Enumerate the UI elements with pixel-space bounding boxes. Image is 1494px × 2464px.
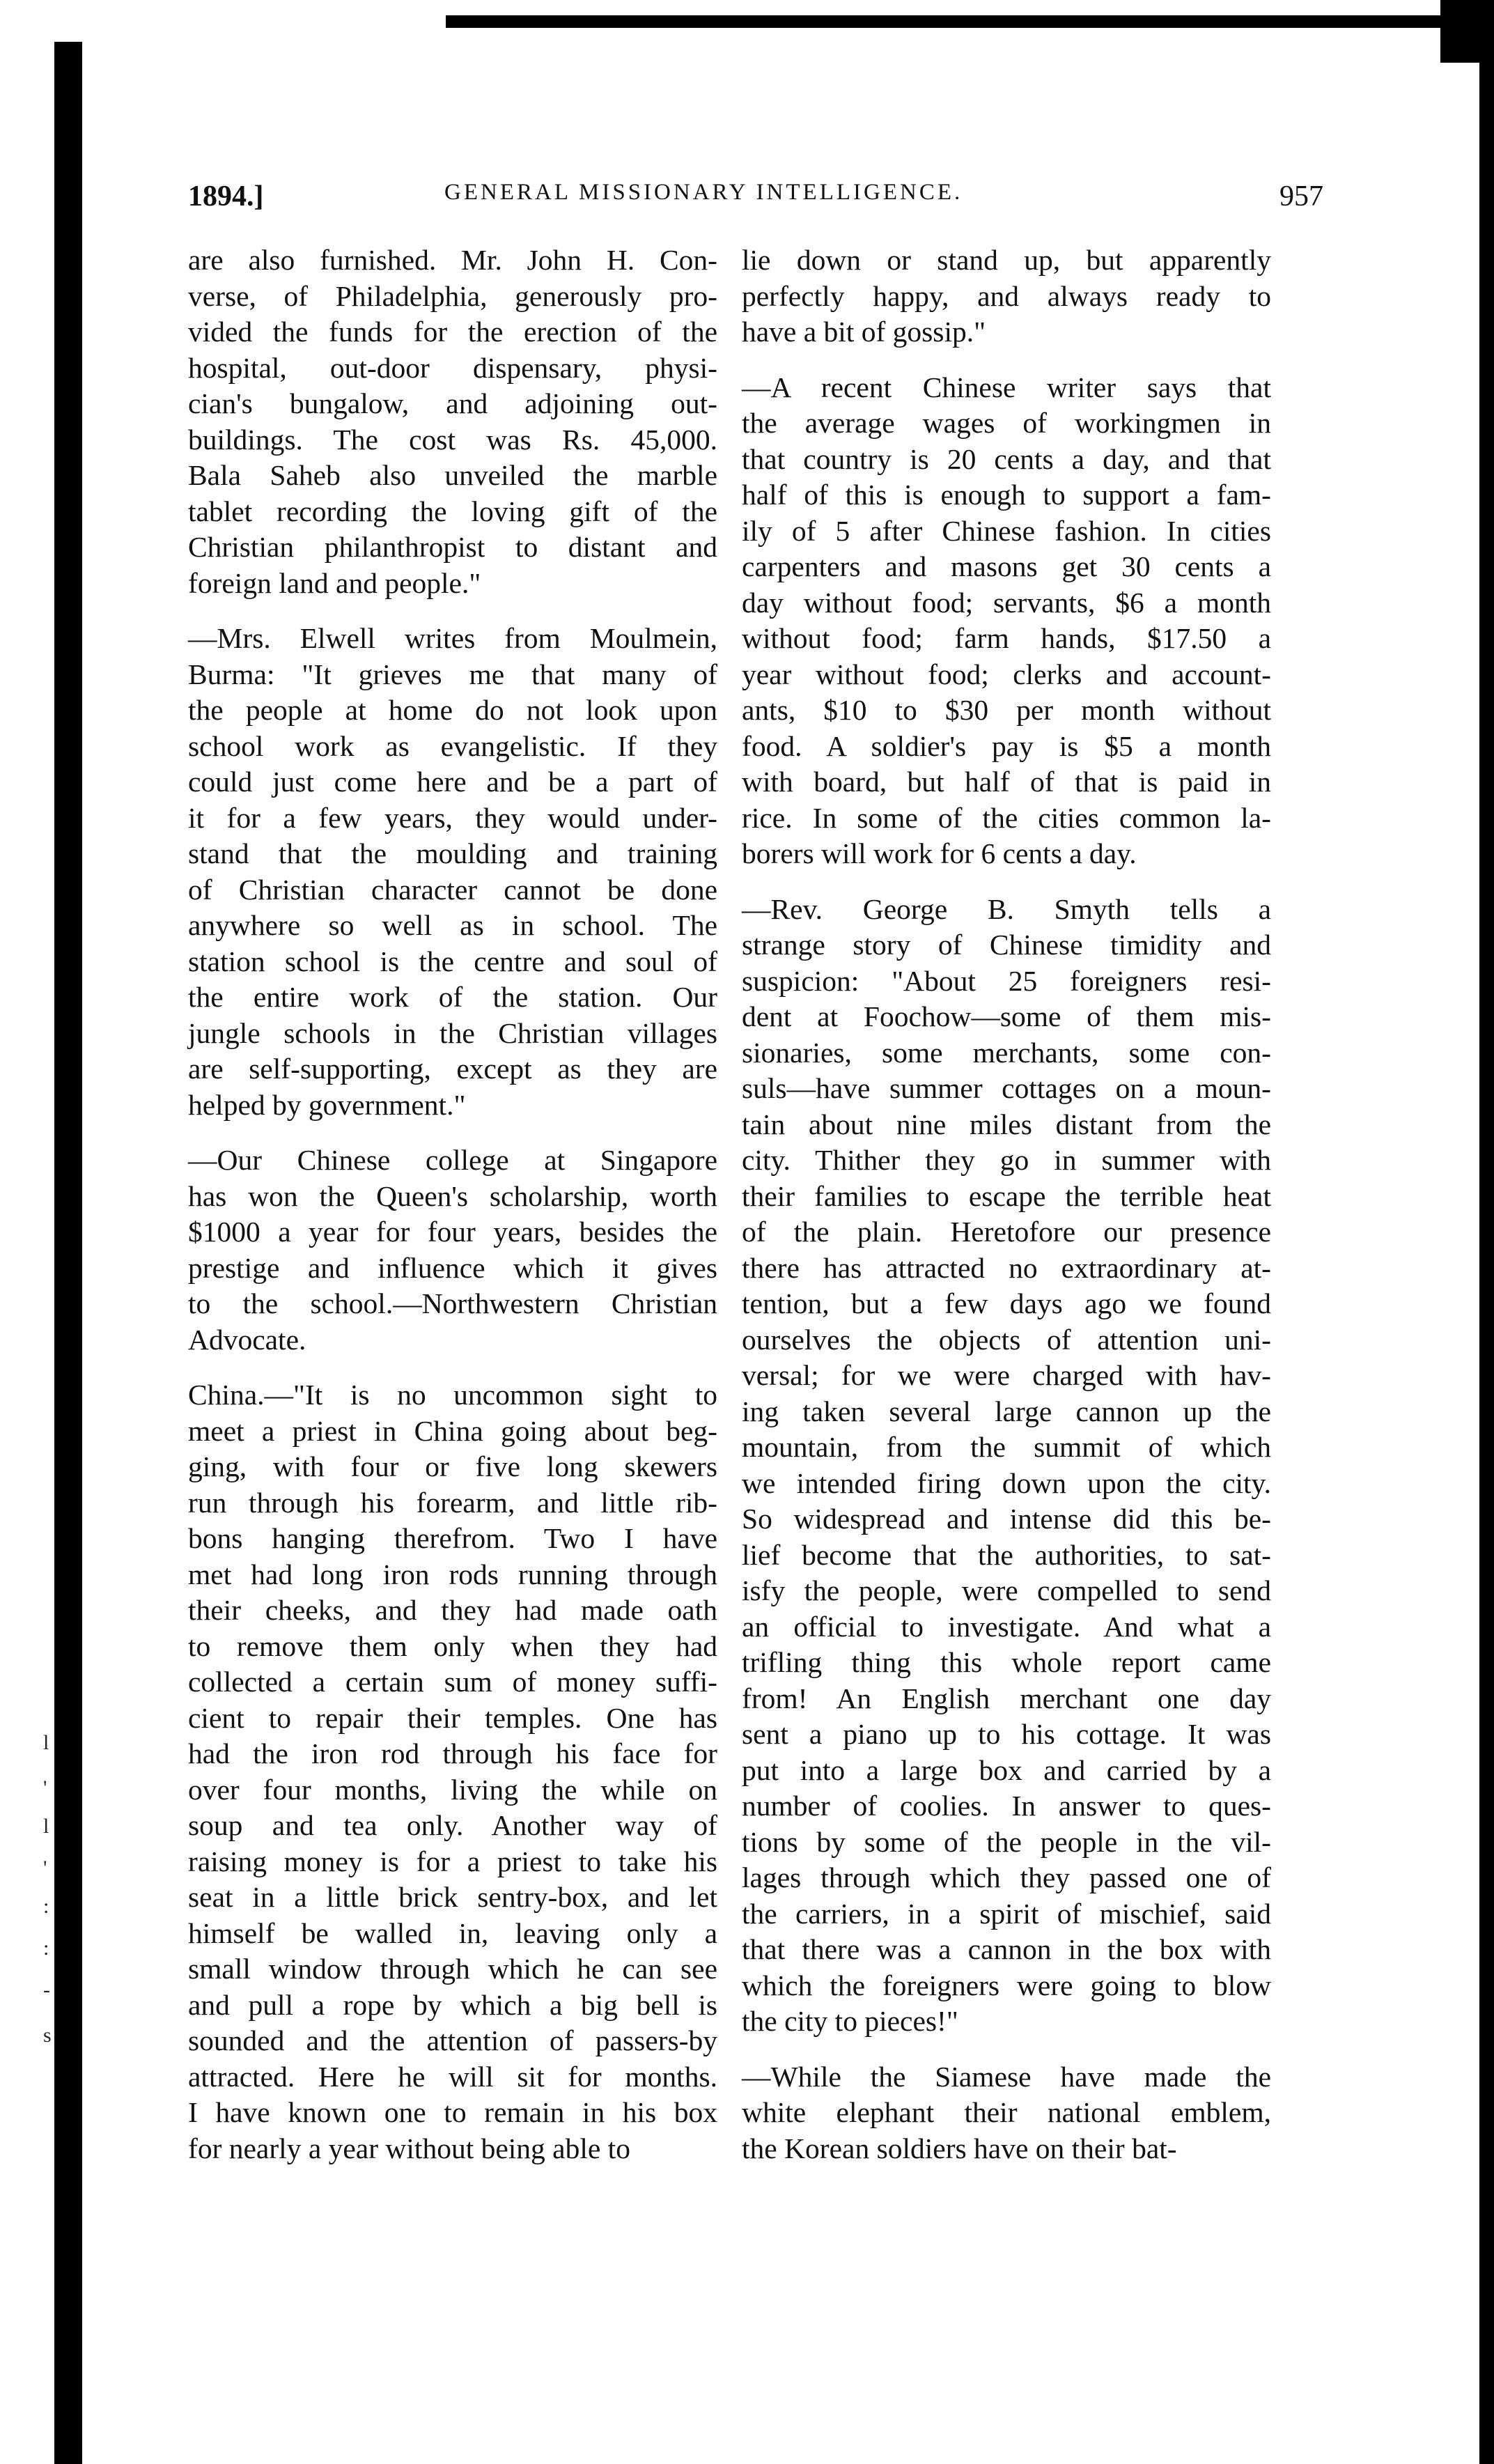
text-line: Bala Saheb also unveiled the marble [188, 459, 717, 491]
text-line: lief become that the authorities, to sat- [742, 1538, 1271, 1571]
text-line: put into a large box and carried by a [742, 1753, 1271, 1786]
text-line: suspicion: "About 25 foreigners resi- [742, 964, 1271, 997]
text-line: perfectly happy, and always ready to [742, 279, 1271, 312]
text-line: bons hanging therefrom. Two I have [188, 1522, 717, 1554]
text-line: —Mrs. Elwell writes from Moulmein, [188, 622, 717, 654]
text-line: year without food; clerks and account- [742, 658, 1271, 690]
text-line: isfy the people, were compelled to send [742, 1574, 1271, 1606]
text-line: tablet recording the loving gift of the [188, 495, 717, 527]
text-line: Advocate. [188, 1323, 306, 1356]
text-line: to remove them only when they had [188, 1629, 717, 1662]
text-line: could just come here and be a part of [188, 766, 717, 798]
text-line: an official to investigate. And what a [742, 1610, 1271, 1643]
text-line: without food; farm hands, $17.50 a [742, 622, 1271, 654]
text-line: the entire work of the station. Our [188, 981, 717, 1013]
text-line: number of coolies. In answer to ques- [742, 1790, 1271, 1822]
text-line: that there was a cannon in the box with [742, 1933, 1271, 1965]
text-line: has won the Queen's scholarship, worth [188, 1179, 717, 1212]
text-line: station school is the centre and soul of [188, 945, 717, 977]
text-line: stand that the moulding and training [188, 837, 717, 869]
text-line: —Rev. George B. Smyth tells a [742, 892, 1271, 925]
text-line: verse, of Philadelphia, generously pro- [188, 279, 717, 312]
paragraph-gap [742, 872, 1271, 892]
text-line: cient to repair their temples. One has [188, 1701, 717, 1734]
margin-mark: ' [43, 1857, 47, 1880]
text-line: of the plain. Heretofore our presence [742, 1216, 1271, 1248]
text-line: ing taken several large cannon up the [742, 1395, 1271, 1427]
text-line: meet a priest in China going about beg- [188, 1414, 717, 1447]
text-line: met had long iron rods running through [188, 1558, 717, 1590]
text-line: —A recent Chinese writer says that [742, 371, 1271, 403]
text-line: there has attracted no extraordinary at- [742, 1251, 1271, 1284]
text-line: Christian philanthropist to distant and [188, 531, 717, 563]
running-head-year: 1894.] [188, 180, 264, 212]
margin-mark: - [43, 1978, 50, 2001]
text-line: the carriers, in a spirit of mischief, said [742, 1897, 1271, 1930]
text-line: mountain, from the summit of which [742, 1431, 1271, 1463]
text-line: trifling thing this whole report came [742, 1646, 1271, 1678]
text-line: ants, $10 to $30 per month without [742, 694, 1271, 726]
text-line: soup and tea only. Another way of [188, 1809, 717, 1841]
running-head-title: GENERAL MISSIONARY INTELLIGENCE. [444, 180, 963, 205]
text-line: it for a few years, they would under- [188, 801, 717, 834]
text-line: had the iron rod through his face for [188, 1737, 717, 1769]
text-line: attracted. Here he will sit for months. [188, 2060, 717, 2093]
text-line: and pull a rope by which a big bell is [188, 1988, 717, 2021]
text-line: suls—have summer cottages on a moun- [742, 1072, 1271, 1104]
right-column [742, 242, 1271, 2167]
text-line: small window through which he can see [188, 1953, 717, 1985]
text-line: borers will work for 6 cents a day. [742, 837, 1137, 869]
scan-right-edge [1479, 0, 1494, 2464]
text-line: hospital, out-door dispensary, physi- [188, 351, 717, 384]
text-line: we intended firing down upon the city. [742, 1466, 1271, 1499]
text-line: lages through which they passed one of [742, 1861, 1271, 1893]
text-line: So widespread and intense did this be- [742, 1503, 1271, 1535]
text-line: food. A soldier's pay is $5 a month [742, 729, 1271, 762]
text-line: collected a certain sum of money suffi- [188, 1666, 717, 1698]
text-line: I have known one to remain in his box [188, 2096, 717, 2128]
text-line: raising money is for a priest to take his [188, 1845, 717, 1877]
text-line: the average wages of workingmen in [742, 407, 1271, 439]
text-line: are also furnished. Mr. John H. Con- [188, 244, 717, 276]
text-line: over four months, living the while on [188, 1773, 717, 1806]
margin-mark: s [43, 2024, 52, 2047]
text-line: lie down or stand up, but apparently [742, 244, 1271, 276]
text-line: prestige and influence which it gives [188, 1251, 717, 1284]
text-line: that country is 20 cents a day, and that [742, 442, 1271, 475]
text-line: $1000 a year for four years, besides the [188, 1216, 717, 1248]
margin-marks [43, 0, 64, 2464]
text-line: their families to escape the terrible heat [742, 1179, 1271, 1212]
text-line: —While the Siamese have made the [742, 2060, 1271, 2093]
text-line: the Korean soldiers have on their bat- [742, 2132, 1177, 2164]
text-line: ging, with four or five long skewers [188, 1450, 717, 1482]
running-head [188, 180, 1323, 222]
text-line: have a bit of gossip." [742, 316, 986, 348]
text-line: seat in a little brick sentry-box, and let [188, 1881, 717, 1913]
margin-mark: : [43, 1937, 49, 1960]
text-line: which the foreigners were going to blow [742, 1969, 1271, 2001]
paragraph-gap [188, 601, 717, 621]
text-line: ourselves the objects of attention uni- [742, 1323, 1271, 1356]
text-line: Burma: "It grieves me that many of [188, 658, 717, 690]
text-line: with board, but half of that is paid in [742, 766, 1271, 798]
paragraph-gap [742, 2040, 1271, 2059]
margin-mark: l [43, 1815, 49, 1838]
margin-mark: l [43, 1731, 49, 1754]
text-line: anywhere so well as in school. The [188, 909, 717, 941]
text-line: school work as evangelistic. If they [188, 729, 717, 762]
text-line: run through his forearm, and little rib- [188, 1486, 717, 1519]
text-line: China.—"It is no uncommon sight to [188, 1379, 717, 1411]
text-line: strange story of Chinese timidity and [742, 929, 1271, 961]
text-line: foreign land and people." [188, 566, 481, 599]
text-line: their cheeks, and they had made oath [188, 1594, 717, 1626]
text-line: sionaries, some merchants, some con- [742, 1036, 1271, 1069]
text-line: half of this is enough to support a fam- [742, 479, 1271, 511]
margin-mark: ' [43, 1776, 47, 1799]
text-line: —Our Chinese college at Singapore [188, 1144, 717, 1176]
scan-top-rule-thin [446, 25, 1477, 28]
text-line: the people at home do not look upon [188, 694, 717, 726]
text-line: of Christian character cannot be done [188, 873, 717, 906]
text-line: sounded and the attention of passers-by [188, 2024, 717, 2056]
text-line: to the school.—Northwestern Christian [188, 1287, 717, 1319]
text-line: the city to pieces!" [742, 2005, 958, 2037]
text-line: from! An English merchant one day [742, 1682, 1271, 1714]
text-line: white elephant their national emblem, [742, 2096, 1271, 2128]
text-line: jungle schools in the Christian villages [188, 1016, 717, 1049]
page-number: 957 [1279, 180, 1323, 212]
paragraph-gap [742, 350, 1271, 370]
text-line: dent at Foochow—some of them mis- [742, 1000, 1271, 1032]
text-line: buildings. The cost was Rs. 45,000. [188, 423, 717, 456]
text-line: tions by some of the people in the vil- [742, 1825, 1271, 1858]
text-line: sent a piano up to his cottage. It was [742, 1718, 1271, 1750]
text-line: for nearly a year without being able to [188, 2132, 630, 2164]
text-line: cian's bungalow, and adjoining out- [188, 387, 717, 419]
text-line: day without food; servants, $6 a month [742, 586, 1271, 619]
text-line: city. Thither they go in summer with [742, 1144, 1271, 1176]
paragraph-gap [188, 1358, 717, 1377]
text-line: vided the funds for the erection of the [188, 316, 717, 348]
text-line: are self-supporting, except as they are [188, 1053, 717, 1085]
text-line: versal; for we were charged with hav- [742, 1359, 1271, 1391]
text-line: helped by government." [188, 1088, 466, 1121]
text-line: ily of 5 after Chinese fashion. In cities [742, 514, 1271, 547]
margin-mark: : [43, 1895, 49, 1918]
left-column [188, 242, 717, 2167]
text-line: tention, but a few days ago we found [742, 1287, 1271, 1319]
text-line: carpenters and masons get 30 cents a [742, 550, 1271, 582]
scan-top-rule [446, 15, 1494, 25]
paragraph-gap [188, 1123, 717, 1142]
text-line: rice. In some of the cities common la- [742, 801, 1271, 834]
text-line: tain about nine miles distant from the [742, 1108, 1271, 1140]
text-line: himself be walled in, leaving only a [188, 1916, 717, 1949]
